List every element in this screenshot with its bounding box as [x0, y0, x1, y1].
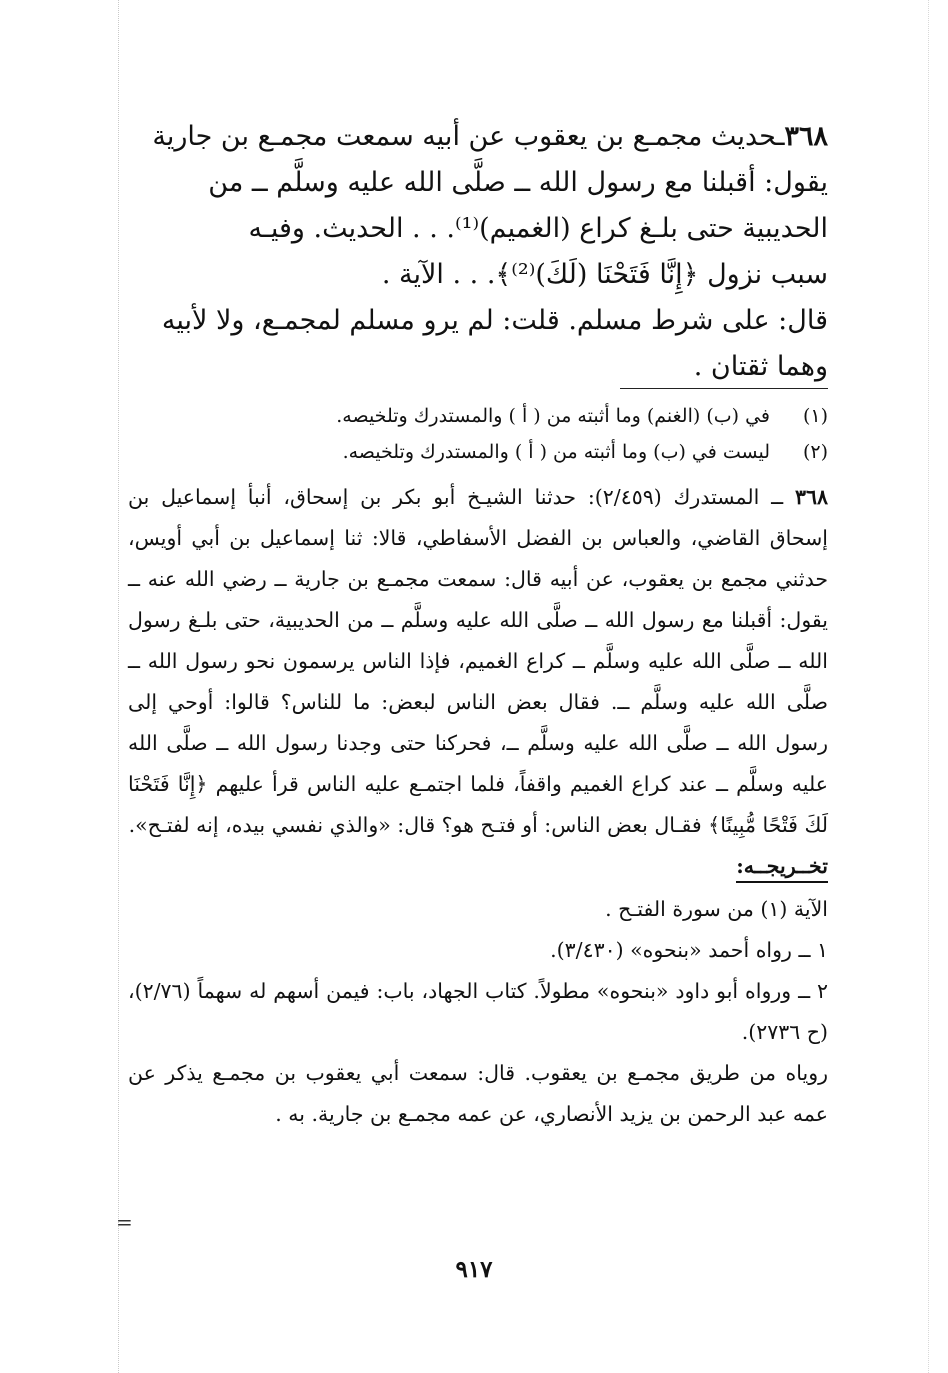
footnote-item	[128, 398, 828, 434]
hadith-line-text: حديث مجمـع بن يعقوب عن أبيه سمعت مجمـع بن جارية	[152, 121, 777, 152]
takhrij-heading: تخــريجــه:	[736, 851, 828, 883]
hadith-line: وهما ثقتان .	[693, 351, 828, 382]
hadith-dash: ـ	[776, 121, 785, 152]
scan-edge-right	[928, 0, 929, 1373]
footnote-text: في (ب) (الغنم) وما أثبته من ( أ ) والمستدرك وتلخيصه.	[336, 405, 770, 427]
margin-mark: =	[116, 1210, 133, 1234]
hadith-line: الحديبية حتى بلـغ كراع (الغميم)⁽¹⁾. . . الحديث. وفيـه	[248, 213, 828, 244]
page-number: ٩١٧	[455, 1256, 493, 1283]
hadith-line: قال: على شرط مسلم. قلت: لم يرو مسلم لمجمـع، ولا لأبيه	[161, 305, 828, 336]
commentary-number: ٣٦٨	[794, 485, 828, 509]
takhrij-line: ١ ــ رواه أحمد «بنحوه» (٣/٤٣٠).	[550, 938, 828, 962]
hadith-text	[128, 114, 828, 390]
hadith-line: يقول: أقبلنا مع رسول الله ــ صلَّى الله عليه وسلَّم ــ من	[208, 167, 828, 198]
commentary-text: ــ المستدرك (٢/٤٥٩): حدثنا الشيـخ أبو بكر بن إسحاق، أنبأ إسماعيل بن إسحاق القاضي، والعباس بن الفضل الأسفاطي، قالا: ثنا إسماعيل بن أبي أويس، حدثني مجمع بن يعقوب، عن أبيه قال: سمعت مجمـع بن جارية ــ رضي الله عنه ــ يقول: أقبلنا مع رسول الله ــ صلَّى الله عليه وسلَّم ــ من الحديبية، حتى بلـغ رسول الله ــ صلَّى الله عليه وسلَّم ــ كراع الغميم، فإذا الناس يرسمون نحو رسول الله ــ صلَّى الله عليه وسلَّم ــ. فقال بعض الناس لبعض: ما للناس؟ قالوا: أوحي إلى رسول الله ــ صلَّى الله عليه وسلَّم ــ، فحركنا حتى وجدنا رسول الله ــ صلَّى الله عليه وسلَّم ــ عند كراع الغميم واقفاً، فلما اجتمـع عليه الناس قرأ عليهم ﴿إِنَّا فَتَحْنَا لَكَ فَتْحًا مُّبِينًا﴾ فقـال بعض الناس: أو فتـح هو؟ قال: «والذي نفسي بيده، إنه لفتـح».	[128, 485, 828, 837]
hadith-line	[128, 114, 828, 160]
footnote-text: ليست في (ب) وما أثبته من ( أ ) والمستدرك وتلخيصه.	[342, 441, 770, 463]
takhrij-line: الآية (١) من سورة الفتـح .	[605, 897, 828, 921]
takhrij-line: روياه من طريق مجمـع بن يعقوب. قال: سمعت أبي يعقوب بن مجمـع يذكر عن عمه عبد الرحمن بن يزيد الأنصاري، عن عمه مجمـع بن جارية. به .	[128, 1061, 828, 1126]
footnote-item	[128, 434, 828, 470]
hadith-line: سبب نزول ﴿إِنَّا فَتَحْنَا (لَكَ)⁽²⁾﴾. . . الآية .	[381, 259, 828, 290]
commentary-paragraph	[128, 477, 828, 846]
footnotes	[128, 398, 828, 470]
footnote-number: (١)	[802, 405, 828, 427]
hadith-number: ٣٦٨	[784, 121, 828, 152]
footnote-separator	[620, 388, 828, 389]
scan-edge-left	[118, 0, 119, 1373]
takhrij-line: ٢ ــ ورواه أبو داود «بنحوه» مطولاً. كتاب الجهاد، باب: فيمن أسهم له سهماً (٢/٧٦)، (ح ٢٧٣٦).	[128, 979, 828, 1044]
footnote-number: (٢)	[802, 441, 828, 463]
commentary	[128, 477, 828, 1135]
